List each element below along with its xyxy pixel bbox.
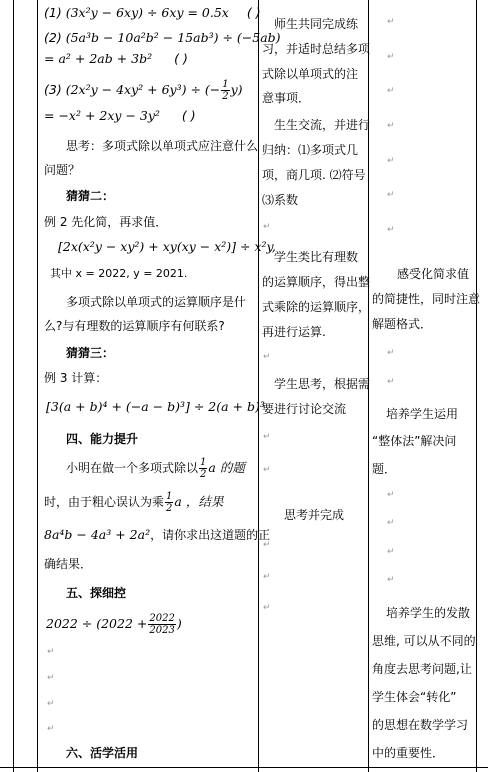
col2-p1-line1: 师生共同完成练 — [274, 17, 359, 31]
exercise-2: (2) (5a³b − 10a²b² − 15ab³) ÷ (−5ab) — [44, 30, 281, 45]
paragraph-mark: ↵ — [387, 121, 395, 131]
col2-p3-line2: 的运算顺序，得出整 — [262, 275, 371, 289]
table-border-bottom — [0, 767, 488, 768]
paragraph-mark: ↵ — [47, 699, 55, 709]
col3-p3-line5: 的思想在数学学习 — [372, 718, 469, 732]
paragraph-mark: ↵ — [387, 490, 395, 500]
col2-p2-line3: 项，商几项. ⑵符号 — [262, 168, 366, 182]
col2-p3-line1: 学生类比有理数 — [274, 250, 359, 264]
col3-p2-line3: 题． — [372, 462, 397, 476]
col2-p3-line4: 再进行运算. — [262, 325, 326, 339]
ability-line-4: 确结果． — [44, 557, 93, 571]
exercise-1: (1) (3x²y − 6xy) ÷ 6xy = 0.5x ( ) — [44, 5, 261, 20]
section-5-heading: 五、探细控 — [66, 586, 127, 600]
col2-p1-line2: 习，并适时总结多项 — [262, 42, 371, 56]
col2-p4-line2: 要进行讨论交流 — [262, 402, 347, 416]
section-6-heading: 六、活学活用 — [66, 746, 139, 760]
col3-p1-line1: 感受化简求值 — [397, 267, 470, 281]
paragraph-mark: ↵ — [47, 673, 55, 683]
col2-p4-line1: 学生思考，根据需 — [274, 377, 371, 391]
paragraph-mark: ↵ — [387, 156, 395, 166]
table-border-left — [13, 0, 14, 772]
order-question-line2: 么?与有理数的运算顺序有何联系? — [44, 319, 225, 333]
column-divider-2 — [258, 0, 259, 772]
example-2-expression: [2x(x²y − xy²) + xy(xy − x²)] ÷ x²y, — [58, 239, 276, 254]
example-2-condition: 其中 x = 2022, y = 2021. — [50, 267, 188, 280]
paragraph-mark: ↵ — [47, 647, 55, 657]
paragraph-mark: ↵ — [387, 86, 395, 96]
paragraph-mark: ↵ — [387, 518, 395, 528]
ability-line-2: 时，由于粗心误认为乘 $\frac{1}{2}$ a ，结果 — [44, 491, 224, 514]
example-3-heading: 例 3 计算： — [44, 371, 108, 385]
paragraph-mark: ↵ — [263, 352, 271, 362]
ability-line-3: 8a⁴b − 4a³ + 2a²，请你求出这道题的正 — [44, 527, 271, 542]
col2-p1-line4: 意事项． — [262, 91, 311, 105]
paragraph-mark: ↵ — [387, 225, 395, 235]
paragraph-mark: ↵ — [387, 377, 395, 387]
think-question-line1: 思考：多项式除以单项式应注意什么 — [66, 139, 259, 153]
order-question-line1: 多项式除以单项式的运算顺序是什 — [66, 295, 247, 309]
paragraph-mark: ↵ — [263, 572, 271, 582]
paragraph-mark: ↵ — [263, 432, 271, 442]
paragraph-mark: ↵ — [387, 575, 395, 585]
col2-p2-line4: ⑶系数 — [262, 193, 299, 207]
paragraph-mark: ↵ — [387, 52, 395, 62]
col3-p3-line6: 中的重要性． — [372, 746, 445, 760]
example-2-heading: 例 2 先化简，再求值． — [44, 215, 168, 229]
table-border-right — [476, 0, 477, 772]
col3-p3-line4: 学生体会“转化” — [372, 690, 457, 704]
section-4-heading: 四、能力提升 — [66, 432, 139, 446]
paragraph-mark: ↵ — [263, 465, 271, 475]
col3-p3-line1: 培养学生的发散 — [386, 606, 471, 620]
col3-p1-line2: 的简捷性，同时注意 — [372, 292, 481, 306]
exercise-3: (3) (2x²y − 4xy² + 6y³) ÷ (− $\frac{1}{2}$ y) — [44, 79, 243, 102]
col2-p5: 思考并完成 — [284, 508, 345, 522]
guess-two-heading: 猜猜二： — [66, 189, 115, 203]
paragraph-mark: ↵ — [263, 540, 271, 550]
col3-p3-line3: 角度去思考问题,让 — [372, 662, 472, 676]
paragraph-mark: ↵ — [47, 724, 55, 734]
paragraph-mark: ↵ — [387, 17, 395, 27]
col2-p1-line3: 式除以单项式的注 — [262, 67, 359, 81]
think-question-line2: 问题？ — [44, 163, 81, 177]
col3-p3-line2: 思维, 可以从不同的 — [372, 634, 476, 648]
col2-p2-line2: 归纳：⑴多项式几 — [262, 143, 359, 157]
paragraph-mark: ↵ — [263, 603, 271, 613]
col2-p3-line3: 式乘除的运算顺序， — [262, 300, 371, 314]
calc-expression: 2022 ÷ (2022 + $\frac{2022}{2023}$ ) — [46, 613, 182, 636]
exercise-3-result: = −x² + 2xy − 3y² ( ) — [44, 108, 196, 123]
example-3-expression: [3(a + b)⁴ + (−a − b)³] ÷ 2(a + b)³ — [46, 399, 265, 414]
col3-p2-line1: 培养学生运用 — [386, 407, 459, 421]
col3-p1-line3: 解题格式． — [372, 317, 433, 331]
paragraph-mark: ↵ — [387, 348, 395, 358]
col2-p2-line1: 生生交流，并进行 — [274, 118, 371, 132]
paragraph-mark: ↵ — [263, 222, 271, 232]
guess-three-heading: 猜猜三： — [66, 346, 115, 360]
paragraph-mark: ↵ — [387, 547, 395, 557]
ability-line-1: 小明在做一个多项式除以 $\frac{1}{2}$ a 的题 — [66, 457, 245, 480]
column-divider-1 — [37, 0, 38, 772]
col3-p2-line2: “整体法”解决问 — [372, 434, 457, 448]
paragraph-mark: ↵ — [387, 190, 395, 200]
exercise-2-result: = a² + 2ab + 3b² ( ) — [44, 51, 188, 66]
